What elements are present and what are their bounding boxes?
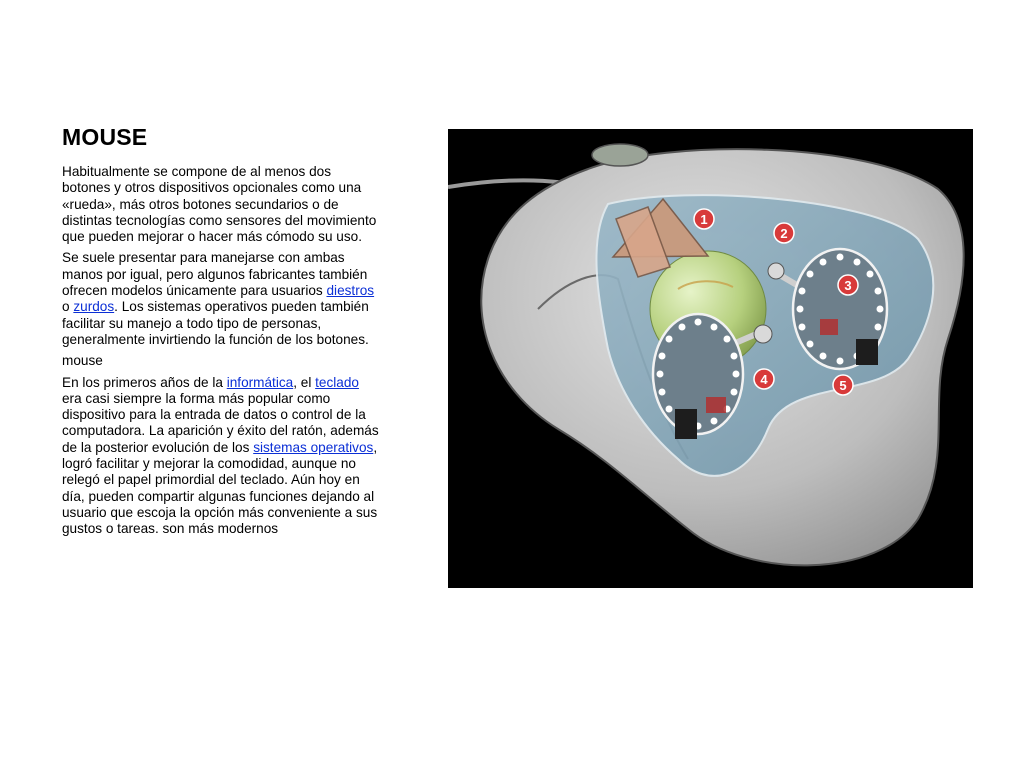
text-segment: o — [62, 299, 74, 315]
scroll-wheel — [592, 144, 648, 166]
callout-4-label: 4 — [760, 372, 768, 387]
paragraph-mouse-word: mouse — [62, 353, 103, 369]
encoder-wheel-left — [653, 314, 743, 434]
slide-body — [62, 164, 380, 543]
callout-1-label: 1 — [700, 212, 708, 227]
link-teclado[interactable]: teclado — [315, 374, 359, 390]
callout-5 — [833, 375, 853, 395]
link-sistemas-operativos[interactable]: sistemas operativos — [253, 439, 374, 455]
callout-2 — [774, 223, 794, 243]
text-segment: Se suele presentar para manejarse con ambas manos por igual, pero algunos fabricantes también ofrecen modelos únicamente para usuarios — [62, 250, 368, 299]
callout-5-label: 5 — [839, 378, 847, 393]
callout-4 — [754, 369, 774, 389]
text-segment: , el — [293, 374, 316, 390]
sensor-block-right — [856, 339, 878, 365]
roller-hub-left — [754, 325, 772, 343]
paragraph-handedness — [62, 250, 380, 348]
callout-2-label: 2 — [780, 226, 788, 241]
link-informatica[interactable]: informática — [226, 374, 294, 390]
link-diestros[interactable]: diestros — [326, 283, 375, 299]
callout-1 — [694, 209, 714, 229]
link-zurdos[interactable]: zurdos — [73, 299, 115, 315]
callout-3 — [838, 275, 858, 295]
text-segment: era casi siempre la forma más popular como dispositivo para la entrada de datos o control de la computadora. La aparición y éxito del ratón, además de la posterior evolución de los — [62, 390, 379, 455]
slide-title: MOUSE — [62, 124, 148, 150]
callout-3-label: 3 — [844, 278, 852, 293]
sensor-block-left — [675, 409, 697, 439]
text-segment: . Los sistemas operativos pueden también facilitar su manejo a todo tipo de personas, generalmente invirtiendo la función de los botones. — [62, 299, 369, 347]
text-segment: En los primeros años de la — [62, 374, 227, 390]
paragraph-intro: Habitualmente se compone de al menos dos botones y otros dispositivos opcionales como una «rueda», más otros botones secundarios o de distintas tecnologías como sensores del movimiento que pueden mejorar o hacer más cómodo su uso. — [62, 164, 377, 245]
roller-hub-right — [768, 263, 784, 279]
text-segment: , logró facilitar y mejorar la comodidad, aunque no relegó el papel primordial del teclado. Aún hoy en día, pueden compartir algunas funciones dejando al usuario que escoja la opción más conveniente a sus gustos o tareas. son más modernos — [62, 439, 378, 537]
mouse-diagram-image — [448, 129, 973, 588]
mouse-cutaway-illustration — [448, 129, 973, 588]
paragraph-history — [62, 375, 380, 538]
